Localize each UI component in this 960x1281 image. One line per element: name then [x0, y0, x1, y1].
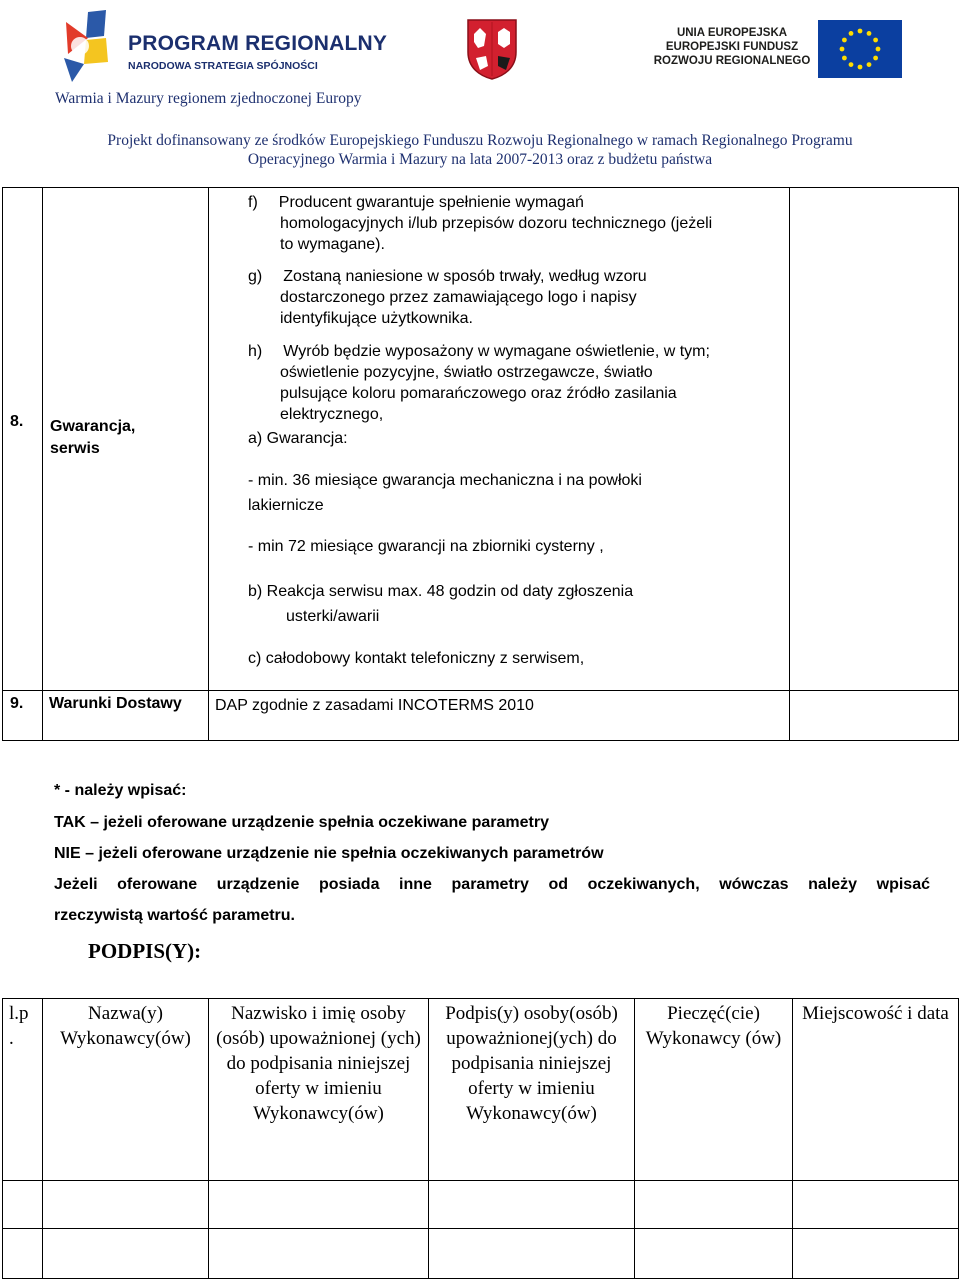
item-line: identyfikujące użytkownika. [280, 310, 473, 327]
specification-table [2, 187, 959, 741]
col-sign: Podpis(y) osoby(osób) upoważnionej(ych) do podpisania niniejszej oferty w imieniu Wykonawcy(ów) [429, 999, 635, 1181]
service-line-2: usterki/awarii [286, 608, 380, 625]
item-first-line: Wyrób będzie wyposażony w wymagane oświetlenie, w tym; [283, 343, 710, 360]
signature-table [2, 998, 959, 1279]
eu-star [867, 31, 872, 36]
warmia-mazury-crest [466, 18, 518, 80]
item-line: to wymagane). [280, 236, 385, 253]
item-line: elektrycznego, [280, 406, 384, 423]
item-h [248, 341, 788, 425]
signature-row-2 [3, 1229, 959, 1279]
row-name-line-1: Gwarancja, [50, 418, 136, 435]
warranty-tank: - min 72 miesiące gwarancji na zbiorniki cysterny , [248, 538, 604, 555]
eu-star [858, 65, 863, 70]
table-row-9 [3, 691, 959, 741]
program-regionalny-logo-icon [58, 8, 114, 86]
signature-row-1 [3, 1181, 959, 1229]
row-number: 9. [10, 695, 24, 712]
eu-star [849, 31, 854, 36]
eu-star [858, 29, 863, 34]
eu-star [842, 38, 847, 43]
program-subtitle: NARODOWA STRATEGIA SPÓJNOŚCI [128, 60, 318, 72]
delivery-terms: DAP zgodnie z zasadami INCOTERMS 2010 [215, 697, 534, 714]
eu-star [849, 62, 854, 67]
warmia-mazury-crest-icon [466, 18, 518, 80]
program-regionalny-logo [58, 8, 388, 86]
project-line-2: Operacyjnego Warmia i Mazury na lata 2007-2013 oraz z budżetu państwa [247, 151, 713, 168]
item-first-line: Producent gwarantuje spełnienie wymagań [278, 194, 584, 211]
project-line-1: Projekt dofinansowany ze środków Europejskiego Funduszu Rozwoju Regionalnego w ramach Regionalnego Programu [107, 132, 853, 149]
warranty-min-line-2: lakiernicze [248, 497, 324, 514]
eu-star [840, 47, 845, 52]
legend-note-line-2: rzeczywistą wartość parametru. [54, 907, 295, 924]
item-marker: h) [248, 343, 263, 360]
item-line: homologacyjnych i/lub przepisów dozoru technicznego (jeżeli [280, 215, 713, 232]
signature-title: PODPIS(Y): [88, 939, 202, 963]
tagline: Warmia i Mazury regionem zjednoczonej Europy [55, 90, 362, 107]
col-person: Nazwisko i imię osoby (osób) upoważnionej (ych) do podpisania niniejszej oferty w imieniu Wykonawcy(ów) [209, 999, 429, 1181]
legend-title: * - należy wpisać: [54, 782, 187, 799]
col-name: Nazwa(y) Wykonawcy(ów) [43, 999, 209, 1181]
col-lp-dot: . [9, 1028, 14, 1049]
item-marker: f) [248, 194, 258, 211]
eu-line-1: UNIA EUROPEJSKA [676, 27, 788, 39]
eu-star [873, 56, 878, 61]
service-line-1: b) Reakcja serwisu max. 48 godzin od daty zgłoszenia [248, 583, 634, 600]
item-g [248, 266, 788, 329]
eu-star [873, 38, 878, 43]
row-number: 8. [10, 413, 24, 430]
eu-star [876, 47, 881, 52]
col-lp: l.p [9, 1003, 29, 1024]
eu-logo [618, 6, 918, 90]
item-marker: g) [248, 268, 263, 285]
row-name: Warunki Dostawy [49, 695, 182, 712]
warranty-min-line-1: - min. 36 miesiące gwarancja mechaniczna i na powłoki [248, 472, 642, 489]
item-line: oświetlenie pozycyjne, światło ostrzegawcze, światło [280, 364, 653, 381]
item-first-line: Zostaną naniesione w sposób trwały, według wzoru [283, 268, 647, 285]
eu-line-3: ROZWOJU REGIONALNEGO [653, 55, 811, 67]
row-name-line-2: serwis [50, 440, 100, 457]
eu-star [867, 62, 872, 67]
program-title: PROGRAM REGIONALNY [128, 32, 388, 55]
eu-line-2: EUROPEJSKI FUNDUSZ [665, 41, 799, 53]
table-row-8 [3, 188, 959, 691]
col-stamp: Pieczęć(cie) Wykonawcy (ów) [635, 999, 793, 1181]
service-response [248, 579, 633, 629]
signature-header-row [3, 999, 959, 1181]
legend-tak: TAK – jeżeli oferowane urządzenie spełnia oczekiwane parametry [54, 814, 549, 831]
eu-flag-icon [818, 20, 902, 78]
legend-note-line-1: Jeżeli oferowane urządzenie posiada inne parametry od oczekiwanych, wówczas należy wpisać [54, 876, 930, 893]
warranty-min [248, 468, 642, 518]
item-line: dostarczonego przez zamawiającego logo i napisy [280, 289, 637, 306]
warranty-label: a) Gwarancja: [248, 430, 348, 447]
eu-star [842, 56, 847, 61]
item-f [248, 192, 788, 255]
item-line: pulsujące koloru pomarańczowego oraz źródło zasilania [280, 385, 677, 402]
legend-nie: NIE – jeżeli oferowane urządzenie nie spełnia oczekiwanych parametrów [54, 845, 604, 862]
service-contact: c) całodobowy kontakt telefoniczny z serwisem, [248, 650, 585, 667]
col-place: Miejscowość i data [793, 999, 959, 1181]
